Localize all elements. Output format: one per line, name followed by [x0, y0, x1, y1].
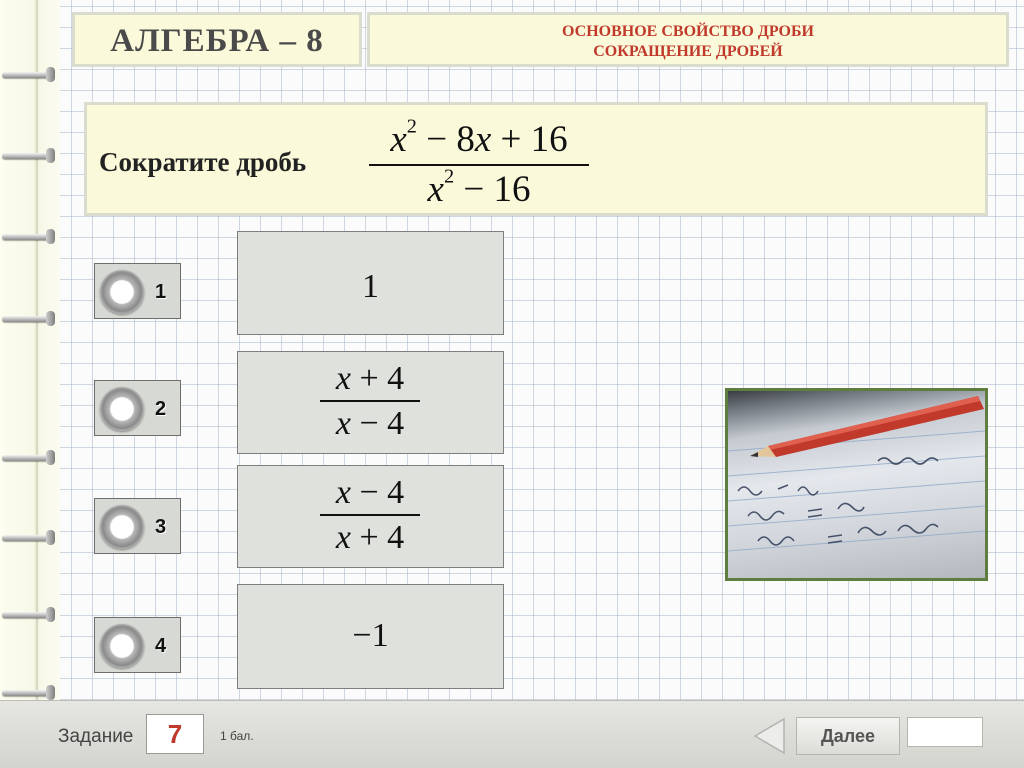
radio-circle-icon: [100, 270, 144, 314]
binder-ring: [2, 448, 54, 468]
fraction-denominator: x − 4: [335, 405, 405, 442]
fraction-bar: [320, 400, 420, 402]
binder-ring: [2, 528, 54, 548]
next-button[interactable]: Далее: [796, 717, 900, 755]
binder-ring: [2, 227, 54, 247]
fraction-numerator: x + 4: [335, 360, 405, 397]
answer-radio-1[interactable]: [94, 263, 181, 319]
question-fraction: [369, 115, 589, 211]
radio-circle-icon: [100, 387, 144, 431]
page-title: АЛГЕБРА – 8: [110, 23, 324, 59]
binder-ring: [2, 309, 54, 329]
fraction-denominator: $x^2 - 16$: [427, 165, 531, 210]
answer-option-2[interactable]: [237, 351, 504, 454]
fraction-numerator: x − 4: [335, 474, 405, 511]
binder-ring: [2, 65, 54, 85]
answer-fraction: [320, 474, 420, 558]
answer-value: −1: [352, 617, 389, 654]
question-panel: [84, 102, 988, 216]
margin-line: [36, 0, 38, 700]
pencil-paper-illustration: [728, 391, 985, 578]
binder-ring: [2, 146, 54, 166]
fraction-denominator: x + 4: [335, 519, 405, 556]
task-label: Задание: [58, 726, 134, 747]
answer-radio-4[interactable]: [94, 617, 181, 673]
radio-circle-icon: [100, 505, 144, 549]
topic-line-1: ОСНОВНОЕ СВОЙСТВО ДРОБИ: [562, 23, 814, 40]
answer-fraction: [320, 360, 420, 444]
task-number: 7: [146, 714, 204, 754]
pencil-paper-image: [725, 388, 988, 581]
option-number: 2: [155, 398, 167, 420]
title-panel: [72, 12, 362, 67]
fraction-numerator: $x^2 - 8x + 16$: [390, 115, 568, 160]
fraction-bar: [369, 164, 589, 166]
answer-option-4[interactable]: [237, 584, 504, 689]
answer-option-3[interactable]: [237, 465, 504, 568]
question-text: Сократите дробь: [99, 147, 307, 177]
blank-field: [907, 717, 983, 747]
option-number: 3: [155, 516, 167, 538]
option-number: 1: [155, 281, 167, 303]
fraction-bar: [320, 514, 420, 516]
bottom-toolbar: [0, 700, 1024, 768]
answer-radio-2[interactable]: [94, 380, 181, 436]
binder-ring: [2, 605, 54, 625]
topic-line-2: СОКРАЩЕНИЕ ДРОБЕЙ: [593, 43, 783, 60]
topic-panel: [367, 12, 1009, 67]
answer-radio-3[interactable]: [94, 498, 181, 554]
points-label: 1 бал.: [220, 729, 254, 743]
notebook-margin: [0, 0, 60, 700]
radio-circle-icon: [100, 624, 144, 668]
answer-option-1[interactable]: [237, 231, 504, 335]
option-number: 4: [155, 635, 167, 657]
back-arrow-icon[interactable]: [752, 717, 786, 755]
answer-value: 1: [362, 268, 379, 305]
